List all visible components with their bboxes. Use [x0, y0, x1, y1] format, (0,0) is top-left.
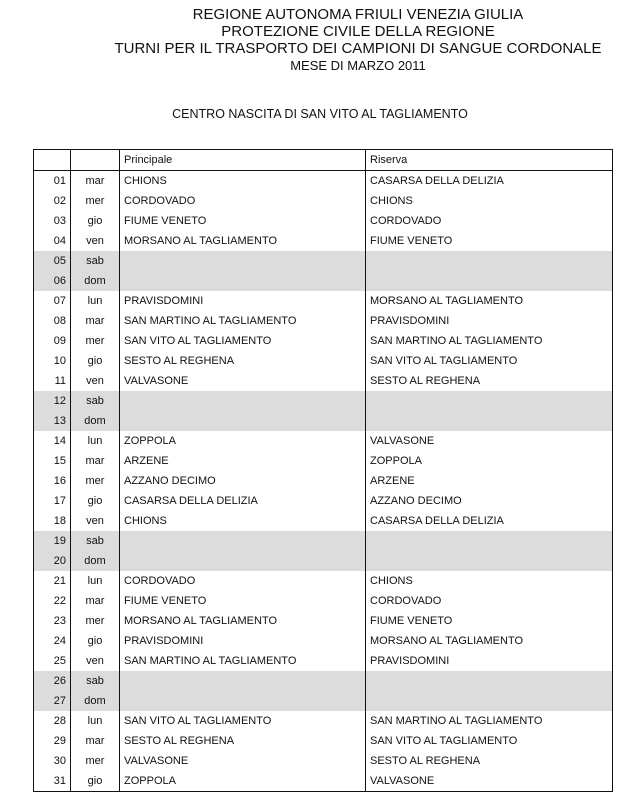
day-number-cell: 19: [34, 531, 71, 551]
document-header: [0, 6, 640, 74]
day-number-cell: 01: [34, 171, 71, 192]
principale-cell: SESTO AL REGHENA: [120, 731, 366, 751]
riserva-cell: CASARSA DELLA DELIZIA: [366, 171, 613, 192]
principale-cell: [120, 391, 366, 411]
weekday-cell: mer: [71, 471, 120, 491]
riserva-cell: CORDOVADO: [366, 211, 613, 231]
table-row: [34, 591, 613, 611]
day-number-cell: 06: [34, 271, 71, 291]
table-row: [34, 671, 613, 691]
day-number-cell: 30: [34, 751, 71, 771]
principale-cell: CHIONS: [120, 511, 366, 531]
table-row: [34, 451, 613, 471]
riserva-cell: AZZANO DECIMO: [366, 491, 613, 511]
table-row: [34, 211, 613, 231]
principale-cell: SAN VITO AL TAGLIAMENTO: [120, 331, 366, 351]
weekday-cell: ven: [71, 231, 120, 251]
day-number-cell: 16: [34, 471, 71, 491]
title-month: MESE DI MARZO 2011: [290, 58, 426, 73]
day-number-cell: 28: [34, 711, 71, 731]
day-number-cell: 14: [34, 431, 71, 451]
riserva-cell: [366, 391, 613, 411]
riserva-cell: [366, 271, 613, 291]
weekday-cell: lun: [71, 571, 120, 591]
table-row: [34, 511, 613, 531]
riserva-cell: SAN MARTINO AL TAGLIAMENTO: [366, 711, 613, 731]
weekday-cell: gio: [71, 211, 120, 231]
weekday-cell: mer: [71, 331, 120, 351]
day-number-cell: 17: [34, 491, 71, 511]
header-cell-weekday: [71, 150, 120, 171]
day-number-cell: 29: [34, 731, 71, 751]
table-row: [34, 231, 613, 251]
riserva-cell: CHIONS: [366, 191, 613, 211]
riserva-cell: CASARSA DELLA DELIZIA: [366, 511, 613, 531]
weekday-cell: ven: [71, 651, 120, 671]
riserva-cell: SESTO AL REGHENA: [366, 751, 613, 771]
table-row: [34, 531, 613, 551]
centro-nascita-title: CENTRO NASCITA DI SAN VITO AL TAGLIAMENTO: [172, 107, 468, 121]
table-row: [34, 291, 613, 311]
weekday-cell: sab: [71, 531, 120, 551]
weekday-cell: mer: [71, 191, 120, 211]
riserva-cell: [366, 691, 613, 711]
riserva-cell: SESTO AL REGHENA: [366, 371, 613, 391]
title-turni: TURNI PER IL TRASPORTO DEI CAMPIONI DI SANGUE CORDONALE: [114, 40, 602, 57]
principale-cell: SESTO AL REGHENA: [120, 351, 366, 371]
day-number-cell: 18: [34, 511, 71, 531]
principale-cell: [120, 551, 366, 571]
day-number-cell: 21: [34, 571, 71, 591]
weekday-cell: dom: [71, 691, 120, 711]
table-row: [34, 431, 613, 451]
weekday-cell: dom: [71, 271, 120, 291]
weekday-cell: sab: [71, 391, 120, 411]
riserva-cell: CHIONS: [366, 571, 613, 591]
weekday-cell: mar: [71, 311, 120, 331]
principale-cell: SAN MARTINO AL TAGLIAMENTO: [120, 651, 366, 671]
principale-cell: [120, 531, 366, 551]
principale-cell: MORSANO AL TAGLIAMENTO: [120, 231, 366, 251]
riserva-cell: SAN VITO AL TAGLIAMENTO: [366, 351, 613, 371]
table-row: [34, 171, 613, 192]
table-row: [34, 191, 613, 211]
principale-cell: ZOPPOLA: [120, 771, 366, 792]
table-row: [34, 491, 613, 511]
day-number-cell: 24: [34, 631, 71, 651]
riserva-cell: VALVASONE: [366, 771, 613, 792]
riserva-cell: [366, 551, 613, 571]
riserva-cell: PRAVISDOMINI: [366, 651, 613, 671]
day-number-cell: 02: [34, 191, 71, 211]
table-row: [34, 351, 613, 371]
principale-cell: PRAVISDOMINI: [120, 631, 366, 651]
weekday-cell: mar: [71, 591, 120, 611]
shift-table: [33, 149, 613, 792]
weekday-cell: ven: [71, 371, 120, 391]
riserva-cell: ZOPPOLA: [366, 451, 613, 471]
riserva-cell: SAN VITO AL TAGLIAMENTO: [366, 731, 613, 751]
day-number-cell: 23: [34, 611, 71, 631]
principale-cell: [120, 411, 366, 431]
table-row: [34, 631, 613, 651]
header-cell-riserva: Riserva: [366, 150, 613, 171]
weekday-cell: lun: [71, 431, 120, 451]
riserva-cell: PRAVISDOMINI: [366, 311, 613, 331]
table-row: [34, 731, 613, 751]
principale-cell: [120, 271, 366, 291]
weekday-cell: sab: [71, 671, 120, 691]
riserva-cell: [366, 671, 613, 691]
principale-cell: [120, 251, 366, 271]
riserva-cell: CORDOVADO: [366, 591, 613, 611]
table-row: [34, 551, 613, 571]
table-row: [34, 271, 613, 291]
day-number-cell: 27: [34, 691, 71, 711]
riserva-cell: ARZENE: [366, 471, 613, 491]
principale-cell: ARZENE: [120, 451, 366, 471]
table-header-row: [34, 150, 613, 171]
weekday-cell: mer: [71, 611, 120, 631]
header-cell-principale: Principale: [120, 150, 366, 171]
table-row: [34, 311, 613, 331]
table-row: [34, 391, 613, 411]
principale-cell: CASARSA DELLA DELIZIA: [120, 491, 366, 511]
weekday-cell: gio: [71, 351, 120, 371]
weekday-cell: mar: [71, 451, 120, 471]
riserva-cell: MORSANO AL TAGLIAMENTO: [366, 631, 613, 651]
day-number-cell: 04: [34, 231, 71, 251]
riserva-cell: FIUME VENETO: [366, 611, 613, 631]
day-number-cell: 31: [34, 771, 71, 792]
day-number-cell: 13: [34, 411, 71, 431]
weekday-cell: mar: [71, 171, 120, 192]
table-row: [34, 771, 613, 792]
weekday-cell: lun: [71, 711, 120, 731]
table-row: [34, 571, 613, 591]
principale-cell: CORDOVADO: [120, 571, 366, 591]
riserva-cell: [366, 531, 613, 551]
table-row: [34, 611, 613, 631]
title-region: REGIONE AUTONOMA FRIULI VENEZIA GIULIA: [192, 6, 524, 23]
weekday-cell: dom: [71, 551, 120, 571]
table-row: [34, 691, 613, 711]
day-number-cell: 03: [34, 211, 71, 231]
title-protezione-civile: PROTEZIONE CIVILE DELLA REGIONE: [221, 23, 495, 40]
riserva-cell: [366, 251, 613, 271]
table-row: [34, 251, 613, 271]
table-row: [34, 331, 613, 351]
header-cell-day-number: [34, 150, 71, 171]
table-row: [34, 751, 613, 771]
weekday-cell: mar: [71, 731, 120, 751]
principale-cell: PRAVISDOMINI: [120, 291, 366, 311]
day-number-cell: 11: [34, 371, 71, 391]
principale-cell: SAN MARTINO AL TAGLIAMENTO: [120, 311, 366, 331]
day-number-cell: 07: [34, 291, 71, 311]
principale-cell: FIUME VENETO: [120, 591, 366, 611]
day-number-cell: 05: [34, 251, 71, 271]
day-number-cell: 10: [34, 351, 71, 371]
principale-cell: MORSANO AL TAGLIAMENTO: [120, 611, 366, 631]
riserva-cell: SAN MARTINO AL TAGLIAMENTO: [366, 331, 613, 351]
table-row: [34, 711, 613, 731]
weekday-cell: gio: [71, 631, 120, 651]
principale-cell: CORDOVADO: [120, 191, 366, 211]
principale-cell: AZZANO DECIMO: [120, 471, 366, 491]
principale-cell: ZOPPOLA: [120, 431, 366, 451]
day-number-cell: 12: [34, 391, 71, 411]
table-row: [34, 471, 613, 491]
riserva-cell: MORSANO AL TAGLIAMENTO: [366, 291, 613, 311]
day-number-cell: 08: [34, 311, 71, 331]
weekday-cell: gio: [71, 771, 120, 792]
day-number-cell: 09: [34, 331, 71, 351]
day-number-cell: 15: [34, 451, 71, 471]
weekday-cell: dom: [71, 411, 120, 431]
principale-cell: VALVASONE: [120, 751, 366, 771]
weekday-cell: ven: [71, 511, 120, 531]
day-number-cell: 22: [34, 591, 71, 611]
weekday-cell: lun: [71, 291, 120, 311]
weekday-cell: gio: [71, 491, 120, 511]
table-row: [34, 651, 613, 671]
riserva-cell: VALVASONE: [366, 431, 613, 451]
table-row: [34, 371, 613, 391]
principale-cell: VALVASONE: [120, 371, 366, 391]
day-number-cell: 25: [34, 651, 71, 671]
day-number-cell: 20: [34, 551, 71, 571]
weekday-cell: sab: [71, 251, 120, 271]
principale-cell: [120, 671, 366, 691]
principale-cell: FIUME VENETO: [120, 211, 366, 231]
riserva-cell: [366, 411, 613, 431]
day-number-cell: 26: [34, 671, 71, 691]
principale-cell: CHIONS: [120, 171, 366, 192]
table-row: [34, 411, 613, 431]
weekday-cell: mer: [71, 751, 120, 771]
riserva-cell: FIUME VENETO: [366, 231, 613, 251]
principale-cell: SAN VITO AL TAGLIAMENTO: [120, 711, 366, 731]
principale-cell: [120, 691, 366, 711]
